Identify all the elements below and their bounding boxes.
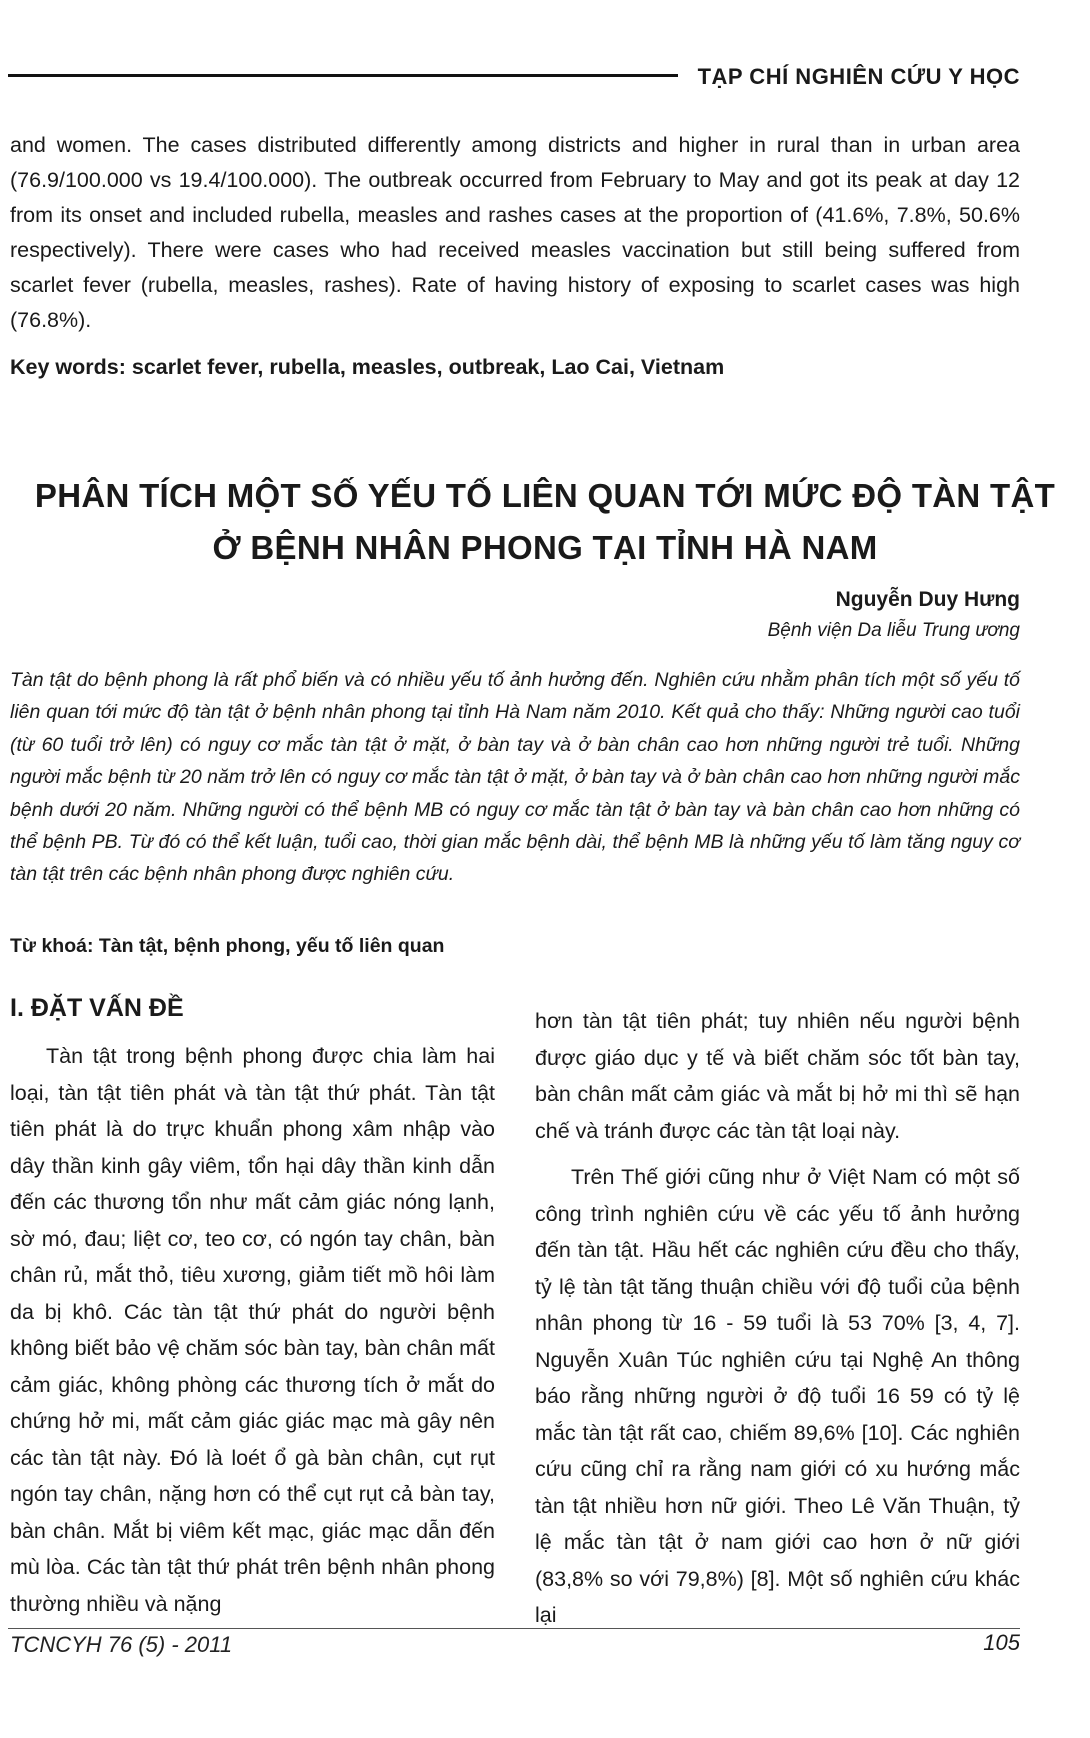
footer-journal-abbrev: TCNCYH 76 (5) - 2011	[10, 1632, 233, 1657]
section-heading: I. ĐẶT VẤN ĐỀ	[10, 994, 184, 1022]
article-title-line-2: Ở BỆNH NHÂN PHONG TẠI TỈNH HÀ NAM	[212, 529, 878, 566]
body-paragraph: hơn tàn tật tiên phát; tuy nhiên nếu người bệnh được giáo dục y tế và biết chăm sóc tốt bàn tay, bàn chân mất cảm giác và mắt bị hở mi thì sẽ hạn chế và tránh được các tàn tật loại này.	[535, 1009, 1020, 1143]
english-abstract-text: and women. The cases distributed differently among districts and higher in rural than in urban area (76.9/100.000 vs 19.4/100.000). The outbreak occurred from February to May and got its peak at day 12 from its onset and included rubella, measles and rashes cases at the proportion of (41.6%, 7.8%, 50.6% respectively). There were cases who had received measles vaccination but still being suffered from scarlet fever (rubella, measles, rashes). Rate of having history of exposing to scarlet cases was high (76.8%).	[10, 133, 1020, 332]
body-paragraph: Tàn tật trong bệnh phong được chia làm hai loại, tàn tật tiên phát và tàn tật thứ phát. Tàn tật tiên phát là do trực khuẩn phong xâm nhập vào dây thần kinh gây viêm, tổn hại dây thần kinh dẫn đến các thương tổn như mất cảm giác nóng lạnh, sờ mó, đau; liệt cơ, teo cơ, có ngón tay chân, bàn chân rủ, mắt thỏ, tiêu xương, giảm tiết mồ hôi làm da bị khô. Các tàn tật thứ phát do người bệnh không biết bảo vệ chăm sóc bàn tay, bàn chân mất cảm giác, không phòng các thương tích ở mắt do chứng hở mi, mất cảm giác giác mạc mà gây nên các tàn tật này. Đó là loét ổ gà bàn chân, cụt rụt ngón tay chân, nặng hơn có thể cụt rụt cả bàn tay, bàn chân. Mắt bị viêm kết mạc, giác mạc dẫn đến mù lòa. Các tàn tật thứ phát trên bệnh nhân phong thường nhiều và nặng	[10, 1044, 495, 1616]
left-column	[10, 990, 495, 1632]
article-title	[0, 470, 1090, 574]
author-name: Nguyễn Duy Hưng	[835, 588, 1020, 611]
body-paragraph: Trên Thế giới cũng như ở Việt Nam có một số công trình nghiên cứu về các yếu tố ảnh hưởng đến tàn tật. Hầu hết các nghiên cứu đều cho thấy, tỷ lệ tàn tật tăng thuận chiều với độ tuổi của bệnh nhân phong từ 16 - 59 tuổi là 53 70% [3, 4, 7]. Nguyễn Xuân Túc nghiên cứu tại Nghệ An thông báo rằng những người ở độ tuổi 16 59 có tỷ lệ mắc tàn tật rất cao, chiếm 89,6% [10]. Các nghiên cứu cũng chỉ ra rằng nam giới có xu hướng mắc tàn tật nhiều hơn nữ giới. Theo Lê Văn Thuận, tỷ lệ mắc tàn tật ở nam giới cao hơn ở nữ giới (83,8% so với 79,8%) [8]. Một số nghiên cứu khác lại	[535, 1165, 1020, 1627]
vietnamese-abstract: Tàn tật do bệnh phong là rất phổ biến và có nhiều yếu tố ảnh hưởng đến. Nghiên cứu nhằm phân tích một số yếu tố liên quan tới mức độ tàn tật ở bệnh nhân phong tại tỉnh Hà Nam năm 2010. Kết quả cho thấy: Những người cao tuổi (từ 60 tuổi trở lên) có nguy cơ mắc tàn tật ở mặt, ở bàn tay và ở bàn chân cao hơn những người trẻ tuổi. Những người mắc bệnh từ 20 năm trở lên có nguy cơ mắc tàn tật ở mặt, ở bàn tay và ở bàn chân cao hơn những người mắc bệnh dưới 20 năm. Những người có thể bệnh MB có nguy cơ mắc tàn tật ở bàn tay và bàn chân cao hơn những có thể bệnh PB. Từ đó có thể kết luận, tuổi cao, thời gian mắc bệnh dài, thể bệnh MB là những yếu tố làm tăng nguy cơ tàn tật trên các bệnh nhân phong được nghiên cứu.	[10, 669, 1020, 886]
page-number: 105	[983, 1630, 1020, 1655]
article-title-line-1: PHÂN TÍCH MỘT SỐ YẾU TỐ LIÊN QUAN TỚI MỨC ĐỘ TÀN TẬT	[34, 477, 1056, 514]
english-keywords: Key words: scarlet fever, rubella, measles, outbreak, Lao Cai, Vietnam	[10, 355, 725, 379]
vietnamese-keywords: Từ khoá: Tàn tật, bệnh phong, yếu tố liên quan	[10, 935, 445, 957]
header-rule	[8, 74, 678, 77]
footer-rule	[8, 1628, 1020, 1629]
right-column	[535, 1003, 1020, 1644]
author-affiliation: Bệnh viện Da liễu Trung ương	[767, 620, 1020, 641]
journal-title: TẠP CHÍ NGHIÊN CỨU Y HỌC	[697, 64, 1020, 89]
